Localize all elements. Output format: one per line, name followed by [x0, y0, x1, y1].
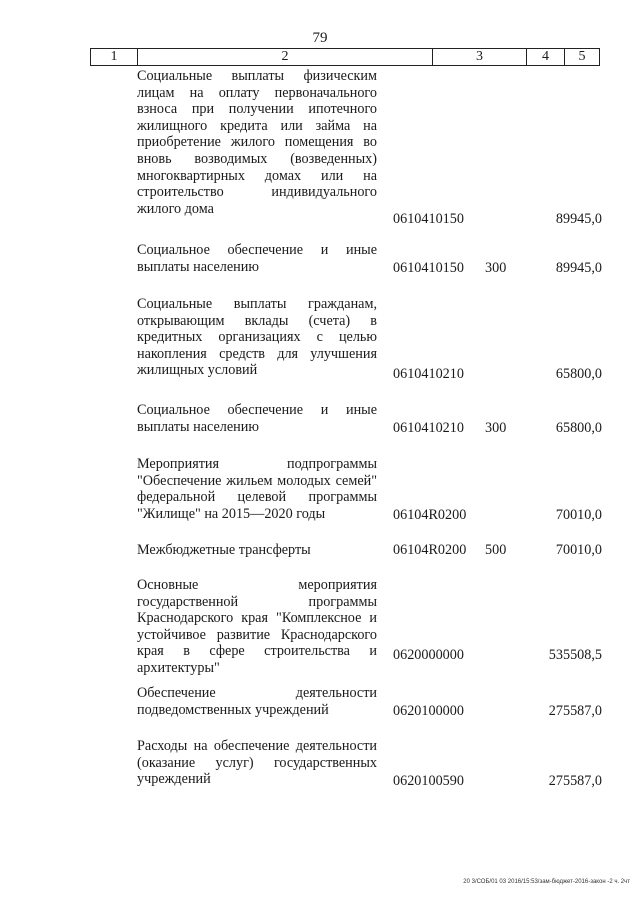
- row-type: 300: [485, 420, 507, 436]
- row-amount: 275587,0: [548, 773, 602, 789]
- column-header-3: 3: [433, 49, 527, 65]
- row-code: 0620000000: [393, 647, 464, 663]
- row-code: 06104R0200: [393, 542, 467, 558]
- row-code: 06104R0200: [393, 507, 467, 523]
- column-header-2: 2: [138, 49, 433, 65]
- row-code: 0610410210: [393, 366, 464, 382]
- row-amount: 70010,0: [555, 542, 602, 558]
- row-amount: 535508,5: [548, 647, 602, 663]
- footer-stamp: 20 3/СОБ/01 03 2016/15:53/зам-бюджет-2016-закон -2 ч. 2чт: [463, 879, 630, 885]
- row-code: 0610410150: [393, 211, 464, 227]
- row-amount: 70010,0: [555, 507, 602, 523]
- row-amount: 89945,0: [555, 260, 602, 276]
- column-header-4: 4: [527, 49, 565, 65]
- row-description: Социальное обеспечение и иные выплаты населению: [137, 242, 377, 275]
- table-header: [90, 48, 600, 66]
- row-description: Расходы на обеспечение деятельности (оказание услуг) государственных учреждений: [137, 738, 377, 788]
- row-description: Основные мероприятия государственной программы Краснодарского края "Комплексное и устойчивое развитие Краснодарского края в сфере строительства и архитектуры": [137, 577, 377, 676]
- row-description: Обеспечение деятельности подведомственных учреждений: [137, 685, 377, 718]
- page-number: 79: [312, 30, 328, 46]
- row-code: 0620100590: [393, 773, 464, 789]
- row-amount: 65800,0: [555, 366, 602, 382]
- row-description: Социальные выплаты физическим лицам на оплату первоначального взноса при получении ипотечного жилищного кредита или займа на приобретение жилого помещения во вновь возводимых (возведенных) многоквартирных домах или на строительство индивидуального жилого дома: [137, 68, 377, 217]
- row-amount: 89945,0: [555, 211, 602, 227]
- row-type: 500: [485, 542, 507, 558]
- row-amount: 275587,0: [548, 703, 602, 719]
- column-header-5: 5: [578, 49, 586, 64]
- row-description: Социальные выплаты гражданам, открывающим вклады (счета) в кредитных организациях с целью накопления средств для улучшения жилищных условий: [137, 296, 377, 379]
- row-description: Мероприятия подпрограммы "Обеспечение жильем молодых семей" федеральной целевой программы "Жилище" на 2015—2020 годы: [137, 456, 377, 522]
- row-description: Межбюджетные трансферты: [137, 542, 311, 558]
- column-header-1: 1: [91, 49, 138, 65]
- row-amount: 65800,0: [555, 420, 602, 436]
- row-code: 0610410210: [393, 420, 464, 436]
- row-description: Социальное обеспечение и иные выплаты населению: [137, 402, 377, 435]
- row-code: 0610410150: [393, 260, 464, 276]
- row-code: 0620100000: [393, 703, 464, 719]
- row-type: 300: [485, 260, 507, 276]
